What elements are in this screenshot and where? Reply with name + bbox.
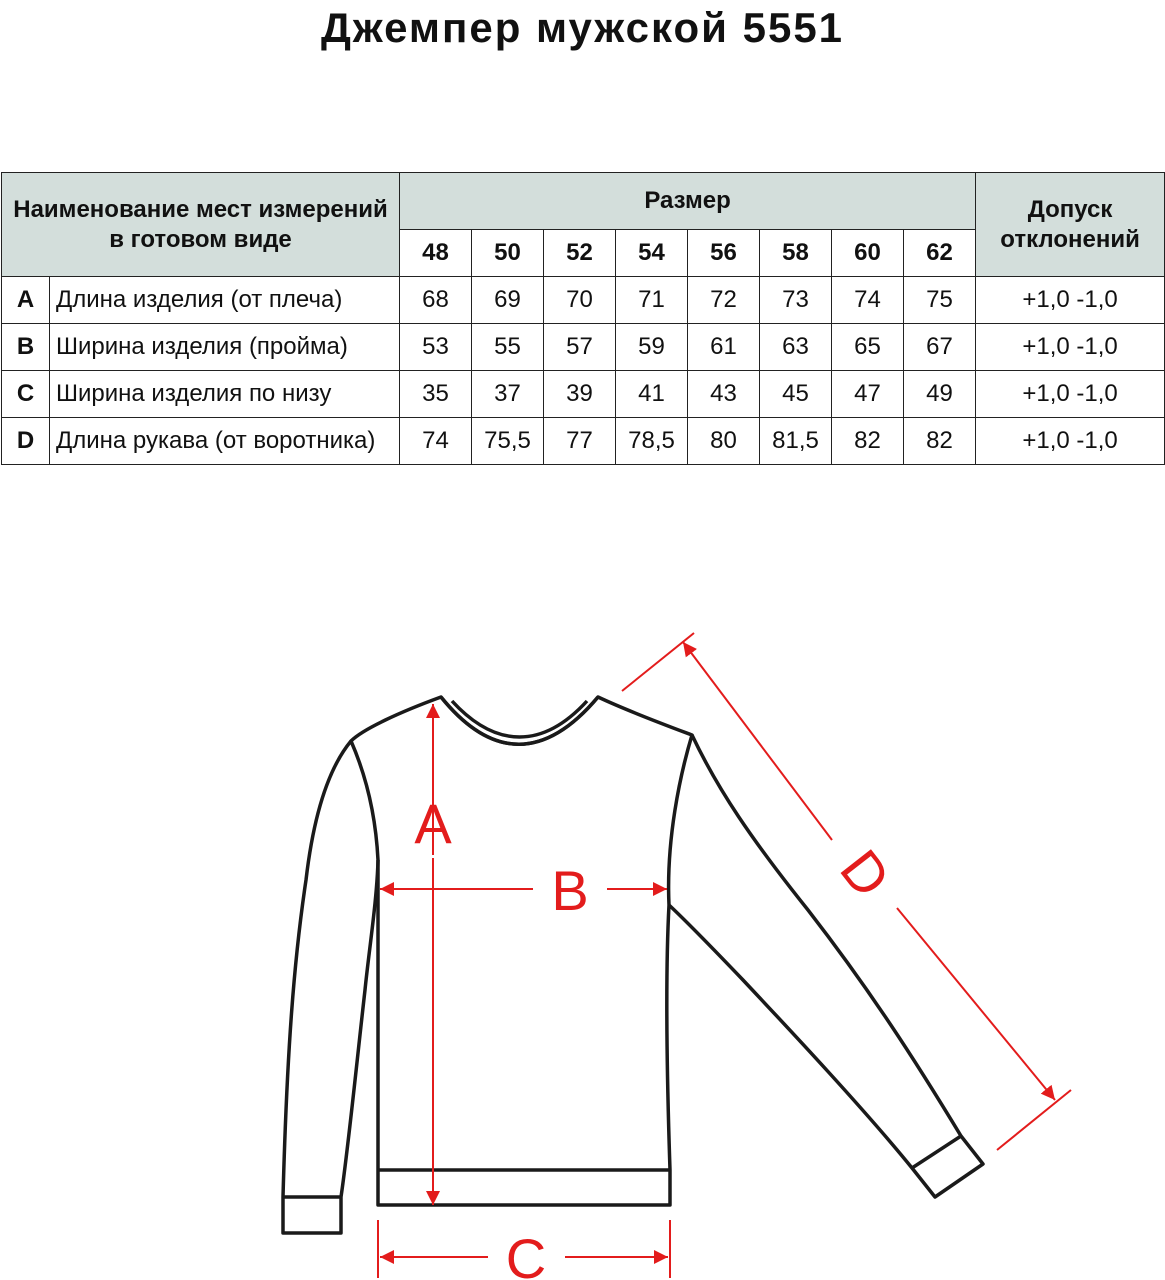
row-value: 74: [832, 277, 904, 324]
measure-b-label: B: [551, 859, 589, 922]
sweater-body: [351, 697, 692, 1205]
measurement-name-header-line1: Наименование мест измерений: [13, 195, 388, 223]
row-value: 39: [544, 371, 616, 418]
right-cuff-line: [912, 1136, 961, 1168]
row-value: 73: [760, 277, 832, 324]
row-value: 43: [688, 371, 760, 418]
row-value: 82: [904, 418, 976, 465]
row-value: 68: [400, 277, 472, 324]
left-sleeve: [283, 741, 378, 1233]
measure-c-label: C: [505, 1227, 547, 1280]
size-48: 48: [400, 230, 472, 277]
row-value: 35: [400, 371, 472, 418]
sweater-outline: [283, 697, 983, 1233]
row-letter: A: [2, 277, 50, 324]
size-54: 54: [616, 230, 688, 277]
row-value: 63: [760, 324, 832, 371]
row-value: 59: [616, 324, 688, 371]
table-row: [2, 324, 1165, 371]
row-value: 81,5: [760, 418, 832, 465]
tolerance-header: [976, 173, 1165, 277]
row-value: 49: [904, 371, 976, 418]
row-tolerance: +1,0 -1,0: [976, 418, 1165, 465]
row-value: 80: [688, 418, 760, 465]
row-value: 57: [544, 324, 616, 371]
row-tolerance: +1,0 -1,0: [976, 324, 1165, 371]
row-value: 77: [544, 418, 616, 465]
row-value: 55: [472, 324, 544, 371]
size-header: Размер: [400, 173, 976, 230]
measure-d-bottom-tick: [997, 1090, 1071, 1150]
row-value: 72: [688, 277, 760, 324]
table-row: [2, 277, 1165, 324]
row-name: Ширина изделия по низу: [50, 371, 400, 418]
row-value: 70: [544, 277, 616, 324]
row-letter: D: [2, 418, 50, 465]
row-value: 82: [832, 418, 904, 465]
row-letter: B: [2, 324, 50, 371]
size-56: 56: [688, 230, 760, 277]
row-value: 61: [688, 324, 760, 371]
row-value: 69: [472, 277, 544, 324]
size-60: 60: [832, 230, 904, 277]
tolerance-header-line2: отклонений: [1000, 225, 1140, 253]
row-value: 75: [904, 277, 976, 324]
row-name: Длина изделия (от плеча): [50, 277, 400, 324]
size-52: 52: [544, 230, 616, 277]
table-row: [2, 418, 1165, 465]
row-value: 71: [616, 277, 688, 324]
row-value: 37: [472, 371, 544, 418]
collar-ribbing: [441, 697, 598, 744]
right-sleeve: [669, 735, 983, 1197]
measurement-name-header: [2, 173, 400, 277]
sweater-measurement-diagram: [0, 560, 1165, 1280]
row-value: 47: [832, 371, 904, 418]
row-value: 53: [400, 324, 472, 371]
measure-d-label: D: [828, 837, 903, 909]
size-62: 62: [904, 230, 976, 277]
row-name: Ширина изделия (пройма): [50, 324, 400, 371]
row-value: 67: [904, 324, 976, 371]
tolerance-header-line1: Допуск: [1027, 195, 1113, 223]
table-row: [2, 371, 1165, 418]
measure-d-upper-line: [683, 642, 832, 840]
row-name: Длина рукава (от воротника): [50, 418, 400, 465]
measurement-name-header-line2: в готовом виде: [109, 225, 292, 253]
row-value: 74: [400, 418, 472, 465]
row-value: 65: [832, 324, 904, 371]
size-50: 50: [472, 230, 544, 277]
row-tolerance: +1,0 -1,0: [976, 371, 1165, 418]
row-value: 45: [760, 371, 832, 418]
row-value: 75,5: [472, 418, 544, 465]
row-value: 41: [616, 371, 688, 418]
row-tolerance: +1,0 -1,0: [976, 277, 1165, 324]
measure-a-label: A: [414, 792, 452, 855]
row-letter: C: [2, 371, 50, 418]
size-table: [1, 172, 1165, 465]
page-title: Джемпер мужской 5551: [320, 4, 845, 51]
row-value: 78,5: [616, 418, 688, 465]
measure-d-top-tick: [622, 633, 694, 691]
size-58: 58: [760, 230, 832, 277]
